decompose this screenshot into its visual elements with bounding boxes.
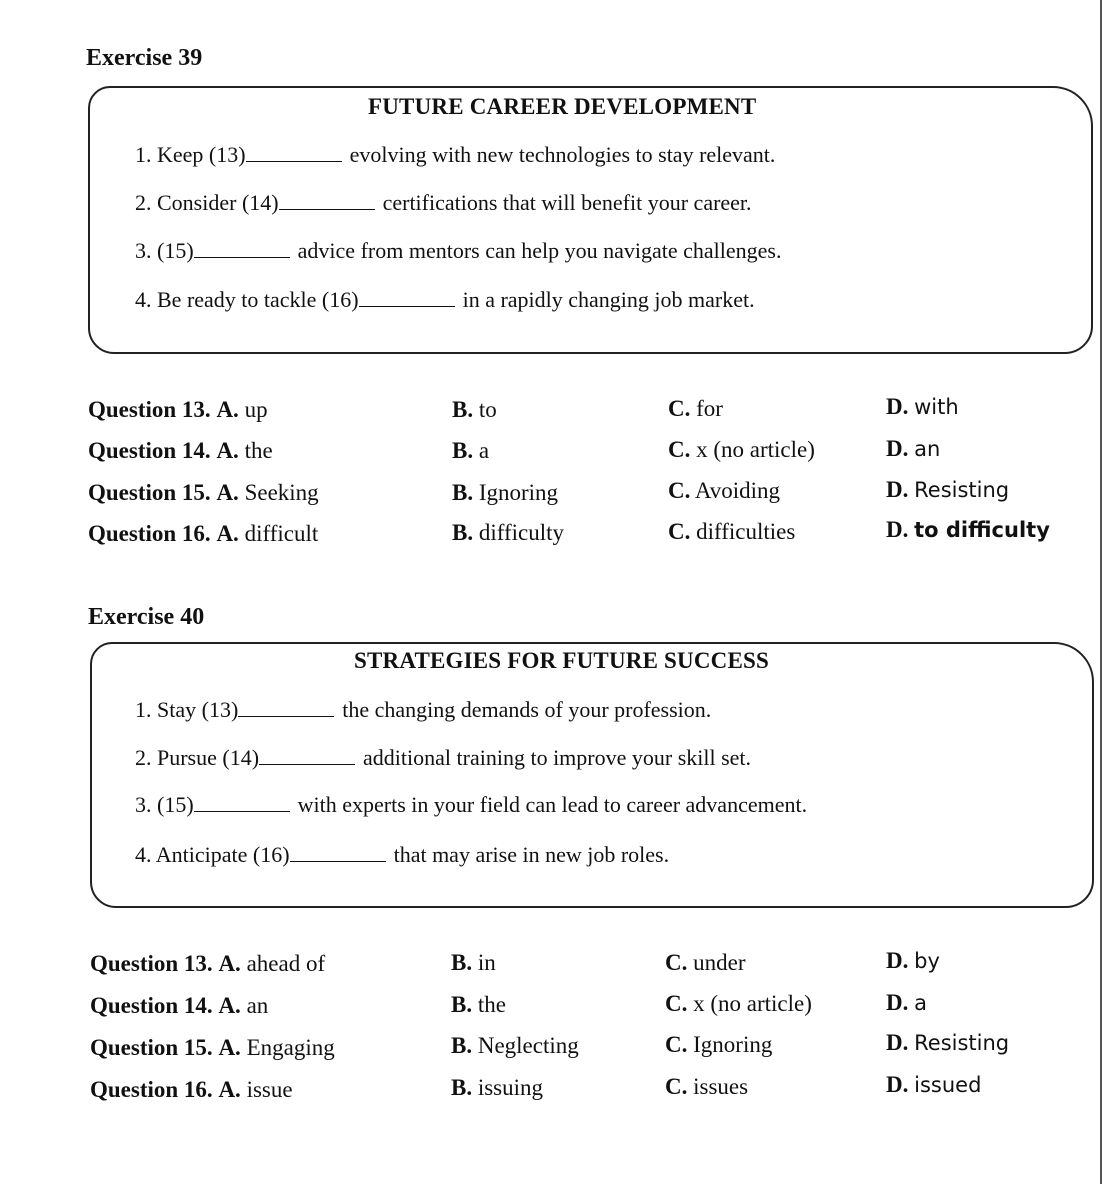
question-label: Question 15. [88,480,211,505]
question-label: Question 14. [88,438,211,463]
option-d[interactable]: Resisting [914,1031,1010,1055]
option-d[interactable]: by [914,949,940,973]
question-label: Question 15. [90,1035,213,1060]
answer-blank [194,793,290,812]
option-d[interactable]: an [914,437,941,461]
answer-blank [194,239,290,258]
answer-blank [279,191,375,210]
ex39-sentence-4 [135,287,755,313]
option-d[interactable]: issued [914,1073,982,1097]
sentence-end: the changing demands of your profession. [342,697,712,722]
option-a[interactable]: the [244,438,273,463]
answer-blank [359,288,455,307]
option-c[interactable]: for [696,396,723,421]
option-a[interactable]: Engaging [246,1035,335,1060]
option-d[interactable]: to difficulty [914,518,1050,542]
sentence-end: with experts in your field can lead to career advancement. [297,792,808,817]
sentence-start: 4. Be ready to tackle (16) [135,287,359,312]
option-b[interactable]: a [478,438,490,463]
option-b[interactable]: in [477,950,496,975]
option-a[interactable]: up [244,397,268,422]
option-a[interactable]: difficult [244,521,319,546]
option-b[interactable]: the [477,992,506,1017]
option-b[interactable]: issuing [477,1075,544,1100]
exercise-39-heading: FUTURE CAREER DEVELOPMENT [368,94,757,119]
answer-blank [290,843,386,862]
option-d[interactable]: with [914,395,959,419]
exercise-39-title: Exercise 39 [86,45,203,71]
option-d[interactable]: Resisting [914,478,1010,502]
ex40-sentence-1 [135,697,711,723]
sentence-end: that may arise in new job roles. [393,842,670,867]
option-b[interactable]: to [478,397,497,422]
sentence-start: 1. Stay (13) [135,697,239,722]
ex39-sentence-2 [135,190,752,216]
ex40-sentence-4 [135,842,669,868]
exercise-40-title: Exercise 40 [88,604,205,630]
sentence-start: 2. Consider (14) [135,190,279,215]
option-b[interactable]: Neglecting [477,1033,579,1058]
option-c[interactable]: under [693,950,746,975]
question-label: Question 13. [90,951,213,976]
sentence-end: evolving with new technologies to stay relevant. [349,142,776,167]
option-c[interactable]: difficulties [696,519,796,544]
question-label: Question 16. [90,1077,213,1102]
answer-blank [238,698,334,717]
question-label: Question 14. [90,993,213,1018]
option-a[interactable]: Seeking [244,480,319,505]
option-d[interactable]: a [914,991,927,1015]
sentence-end: in a rapidly changing job market. [462,287,755,312]
sentence-start: 1. Keep (13) [135,142,246,167]
option-c[interactable]: x (no article) [693,991,812,1016]
exercise-39-passage-box [88,86,1093,354]
exercise-40-passage-box [90,642,1094,908]
answer-blank [259,746,355,765]
sentence-end: certifications that will benefit your career. [382,190,752,215]
question-label: Question 16. [88,521,211,546]
sentence-start: 3. (15) [135,792,194,817]
ex40-sentence-3 [135,792,807,818]
option-b[interactable]: Ignoring [478,480,559,505]
sentence-start: 2. Pursue (14) [135,745,260,770]
option-a[interactable]: an [246,993,269,1018]
option-a[interactable]: ahead of [246,951,326,976]
question-label: Question 13. [88,397,211,422]
option-a[interactable]: issue [246,1077,293,1102]
answer-blank [246,143,342,162]
option-c[interactable]: Ignoring [693,1032,773,1057]
sentence-start: 4. Anticipate (16) [135,842,290,867]
option-c[interactable]: x (no article) [696,437,815,462]
option-c[interactable]: issues [693,1074,749,1099]
ex39-sentence-3 [135,238,781,264]
ex40-sentence-2 [135,745,751,771]
sentence-start: 3. (15) [135,238,194,263]
sentence-end: advice from mentors can help you navigate challenges. [297,238,782,263]
option-b[interactable]: difficulty [478,520,565,545]
option-c[interactable]: Avoiding [694,478,781,503]
exercise-40-heading: STRATEGIES FOR FUTURE SUCCESS [354,648,770,673]
ex39-sentence-1 [135,142,775,168]
sentence-end: additional training to improve your skill set. [363,745,752,770]
